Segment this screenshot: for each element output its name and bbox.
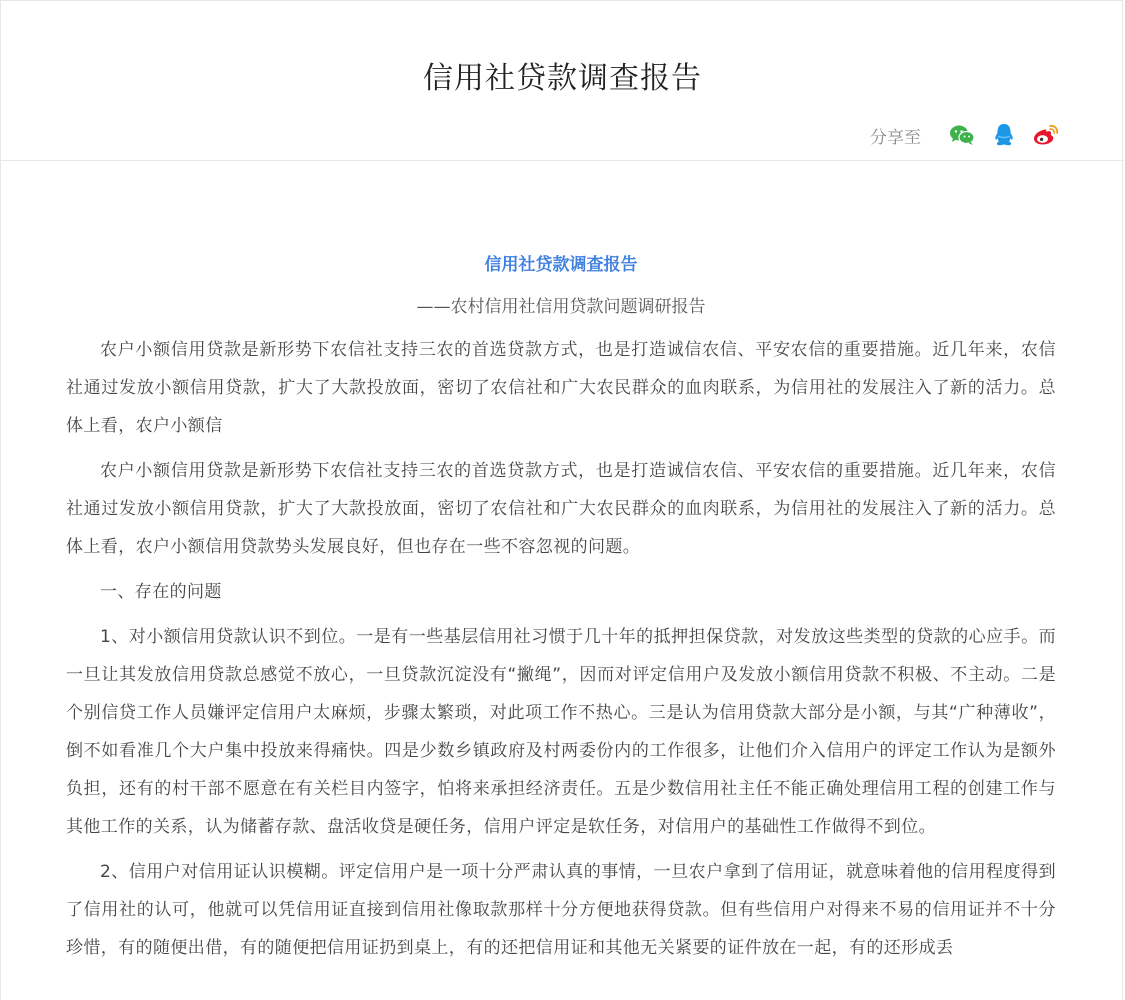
section-heading: 一、存在的问题	[100, 582, 222, 602]
weibo-icon	[1032, 123, 1060, 147]
share-wechat-button[interactable]	[947, 121, 977, 149]
share-weibo-button[interactable]	[1031, 121, 1061, 149]
paragraph: 2、信用户对信用证认识模糊。评定信用户是一项十分严肃认真的事情，一旦农户拿到了信用证，就意味着他的信用程度得到了信用社的认可，他就可以凭信用证直接到信用社像取款那样十分方便地获得贷款。但有些信用户对得来不易的信用证并不十分珍惜，有的随便出借，有的随便把信用证扔到桌上，有的还把信用证和其他无关紧要的证件放在一起，有的还形成丢	[66, 862, 1056, 958]
paragraph: 农户小额信用贷款是新形势下农信社支持三农的首选贷款方式，也是打造诚信农信、平安农信的重要措施。近几年来，农信社通过发放小额信用贷款，扩大了大款投放面，密切了农信社和广大农民群众的血肉联系，为信用社的发展注入了新的活力。总体上看，农户小额信用贷款势头发展良好，但也存在一些不容忽视的问题。	[66, 461, 1056, 557]
article-header	[1, 1, 1124, 161]
article-body	[66, 241, 1056, 967]
article-subtitle: ——农村信用社信用贷款问题调研报告	[416, 297, 706, 317]
wechat-icon	[949, 124, 975, 146]
share-bar	[870, 121, 1061, 149]
qq-icon	[993, 123, 1015, 147]
share-qq-button[interactable]	[989, 121, 1019, 149]
paragraph: 农户小额信用贷款是新形势下农信社支持三农的首选贷款方式，也是打造诚信农信、平安农信的重要措施。近几年来，农信社通过发放小额信用贷款，扩大了大款投放面，密切了农信社和广大农民群众的血肉联系，为信用社的发展注入了新的活力。总体上看，农户小额信	[66, 340, 1056, 436]
article-title: 信用社贷款调查报告	[484, 255, 638, 275]
paragraph: 1、对小额信用贷款认识不到位。一是有一些基层信用社习惯于几十年的抵押担保贷款，对发放这些类型的贷款的心应手。而一旦让其发放信用贷款总感觉不放心，一旦贷款沉淀没有“撇绳”，因而对评定信用户及发放小额信用贷款不积极、不主动。二是个别信贷工作人员嫌评定信用户太麻烦，步骤太繁琐，对此项工作不热心。三是认为信用贷款大部分是小额，与其“广种薄收”，倒不如看准几个大户集中投放来得痛快。四是少数乡镇政府及村两委份内的工作很多，让他们介入信用户的评定工作认为是额外负担，还有的村干部不愿意在有关栏目内签字，怕将来承担经济责任。五是少数信用社主任不能正确处理信用工程的创建工作与其他工作的关系，认为储蓄存款、盘活收贷是硬任务，信用户评定是软任务，对信用户的基础性工作做得不到位。	[66, 627, 1056, 837]
share-label: 分享至	[870, 127, 921, 148]
page-title: 信用社贷款调查报告	[423, 61, 702, 96]
